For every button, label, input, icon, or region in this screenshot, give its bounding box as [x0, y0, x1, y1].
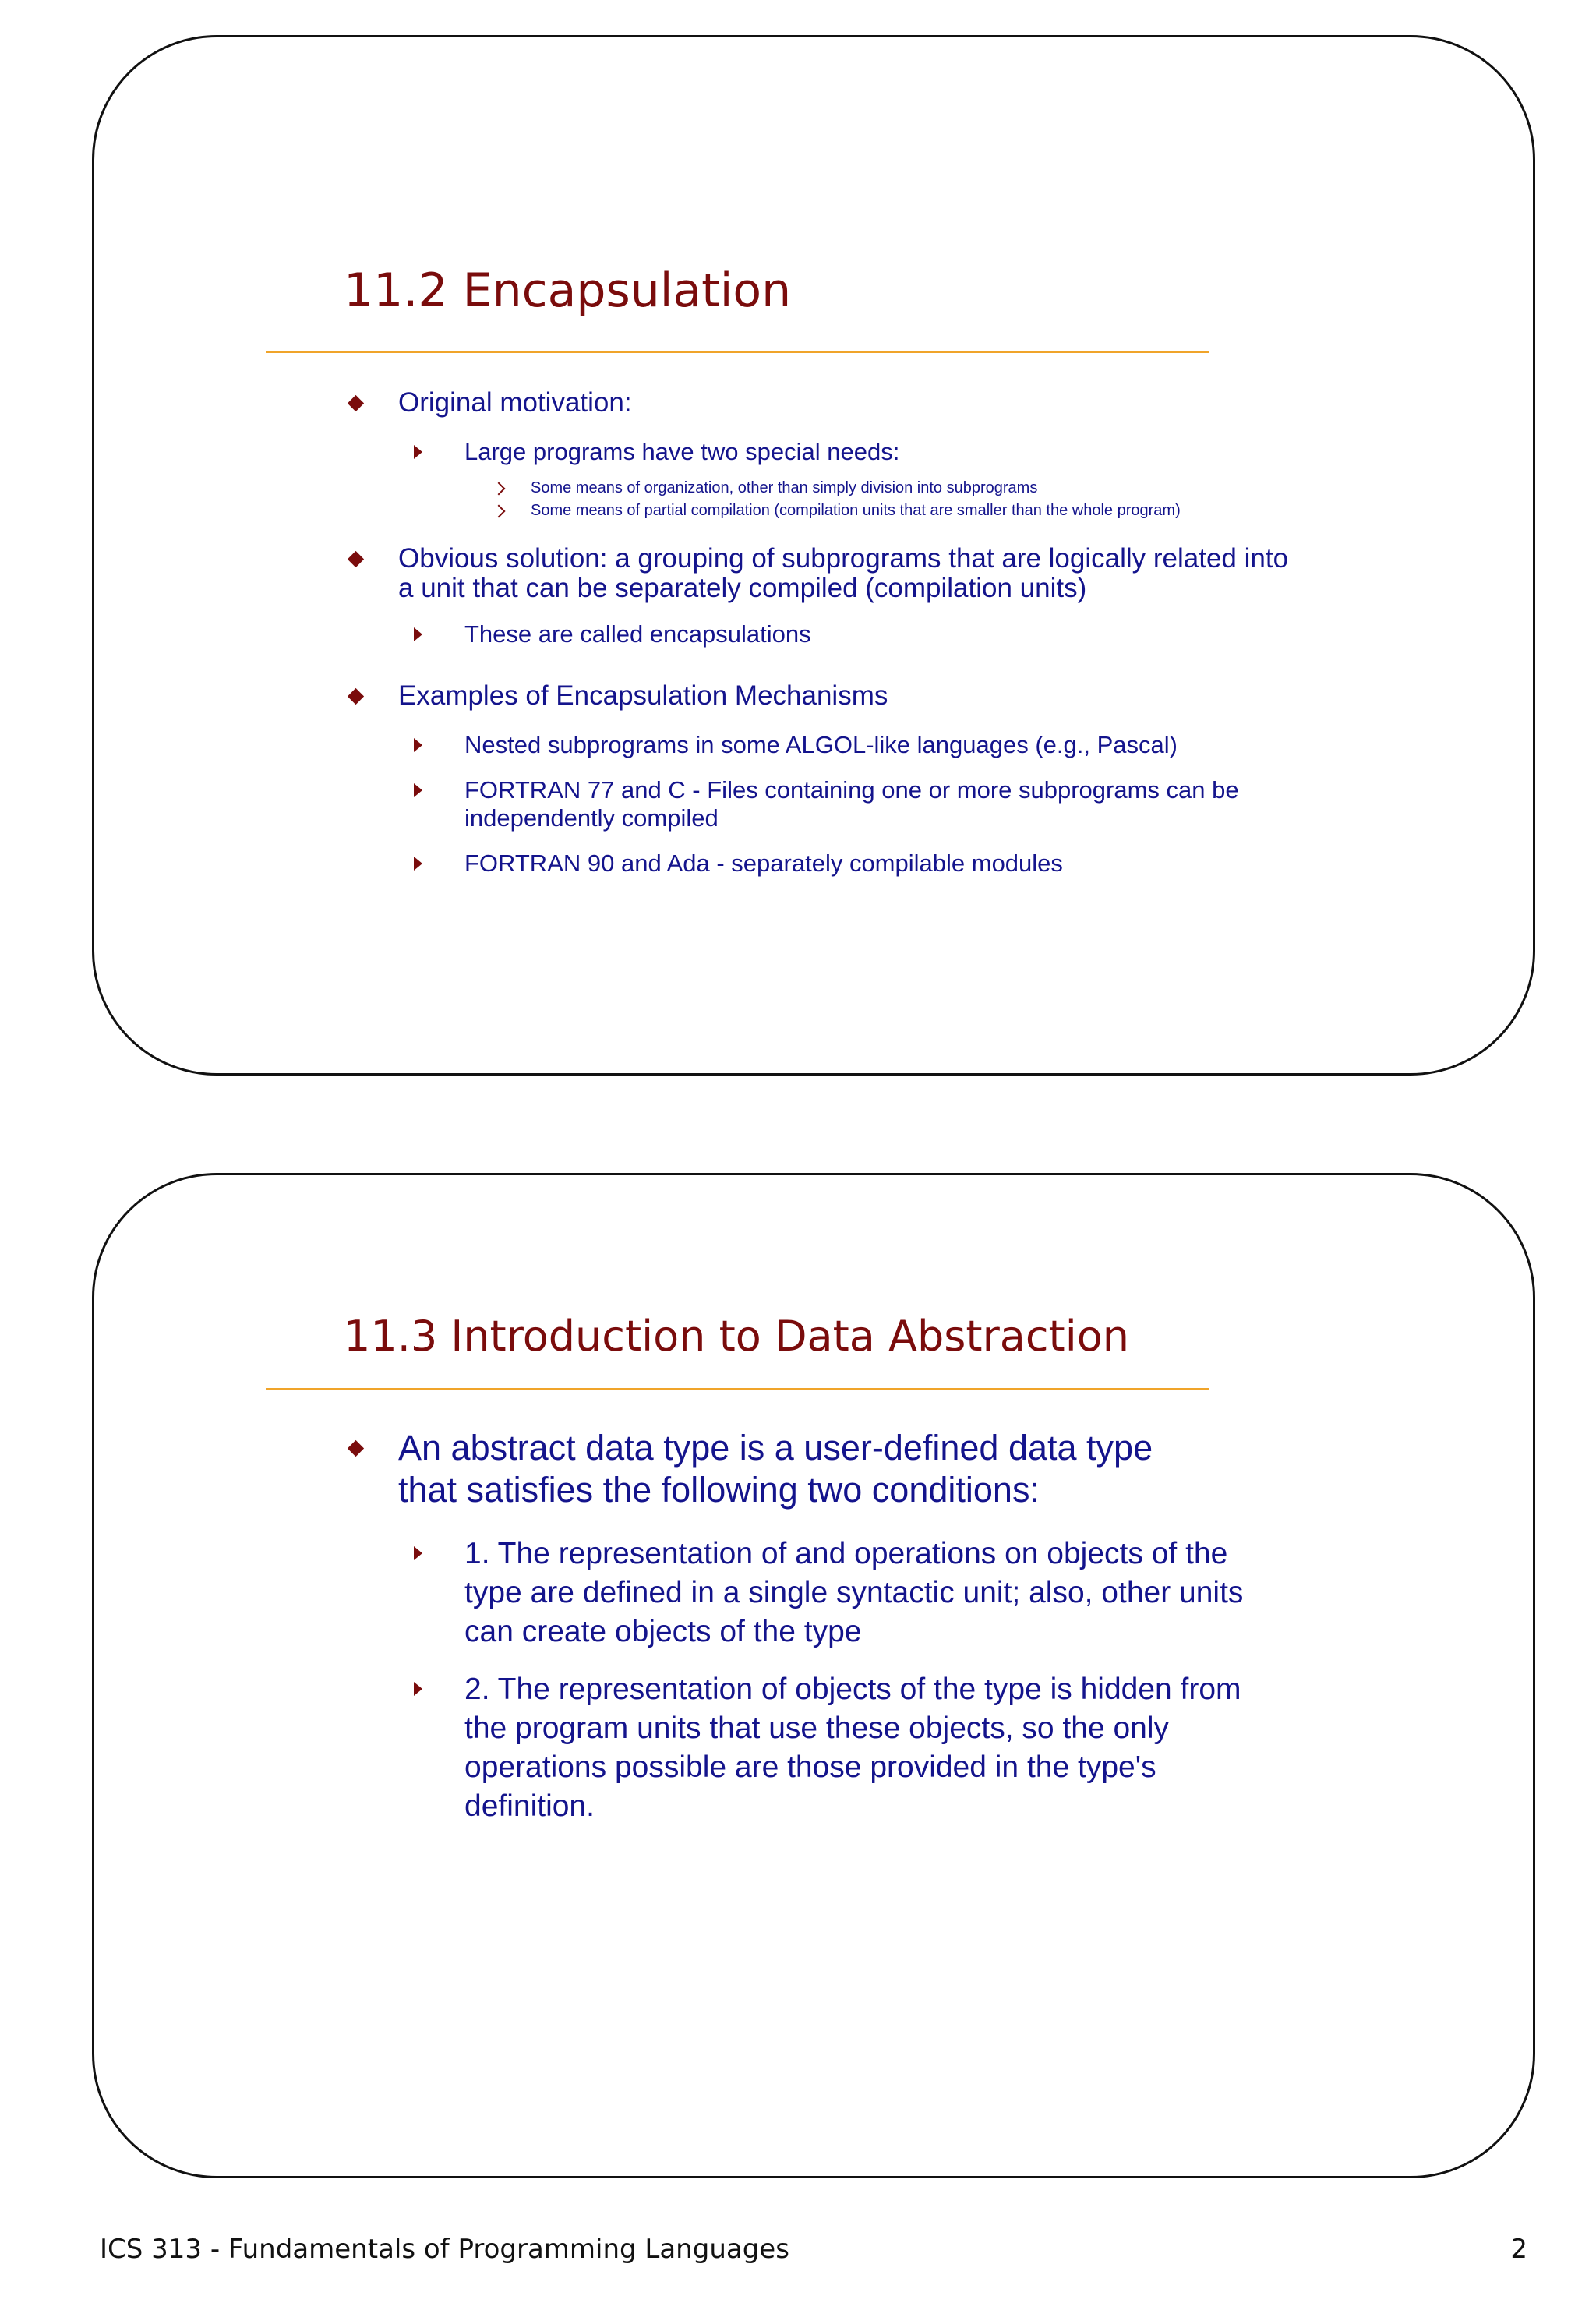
sub-bullet-condition-1: 1. The representation of and operations on objects of the type are defined in a single syntactic unit; also, other units can create objects of the type — [344, 1535, 1283, 1651]
sub-bullet-condition-2: 2. The representation of objects of the type is hidden from the program units that use these objects, so the only operations possible are those provided in the type's definition. — [344, 1670, 1283, 1826]
footer-course-title: ICS 313 - Fundamentals of Programming Languages — [100, 2234, 789, 2265]
slide-title: 11.2 Encapsulation — [344, 263, 792, 318]
sub-bullet-fortran90-ada: FORTRAN 90 and Ada - separately compilable modules — [344, 849, 1338, 878]
bullet-examples: Examples of Encapsulation Mechanisms — [344, 681, 1338, 711]
sub-bullet-fortran77-c: FORTRAN 77 and C - Files containing one or more subprograms can be independently compiled — [344, 776, 1244, 832]
sub-bullet-large-programs: Large programs have two special needs: — [344, 438, 1338, 466]
sub-bullet-nested-subprograms: Nested subprograms in some ALGOL-like languages (e.g., Pascal) — [344, 731, 1338, 759]
title-divider — [266, 1388, 1209, 1390]
slide-body — [344, 388, 1338, 878]
slide-title: 11.3 Introduction to Data Abstraction — [344, 1312, 1129, 1361]
slide-data-abstraction — [92, 1173, 1535, 2178]
slide-encapsulation — [92, 35, 1535, 1076]
bullet-obvious-solution: Obvious solution: a grouping of subprograms that are logically related into a unit that can be separately compiled (compilation units) — [344, 544, 1302, 603]
title-divider — [266, 351, 1209, 353]
footer-page-number: 2 — [1510, 2234, 1527, 2265]
slide-body — [344, 1427, 1338, 1826]
bullet-original-motivation: Original motivation: — [344, 388, 1255, 418]
sub-sub-bullet-partial-compilation: Some means of partial compilation (compilation units that are smaller than the whole program) — [344, 500, 1338, 522]
bullet-abstract-data-type: An abstract data type is a user-defined data type that satisfies the following two conditions: — [344, 1427, 1178, 1511]
sub-sub-bullet-organization: Some means of organization, other than simply division into subprograms — [344, 477, 1338, 500]
sub-bullet-encapsulations: These are called encapsulations — [344, 620, 1338, 648]
